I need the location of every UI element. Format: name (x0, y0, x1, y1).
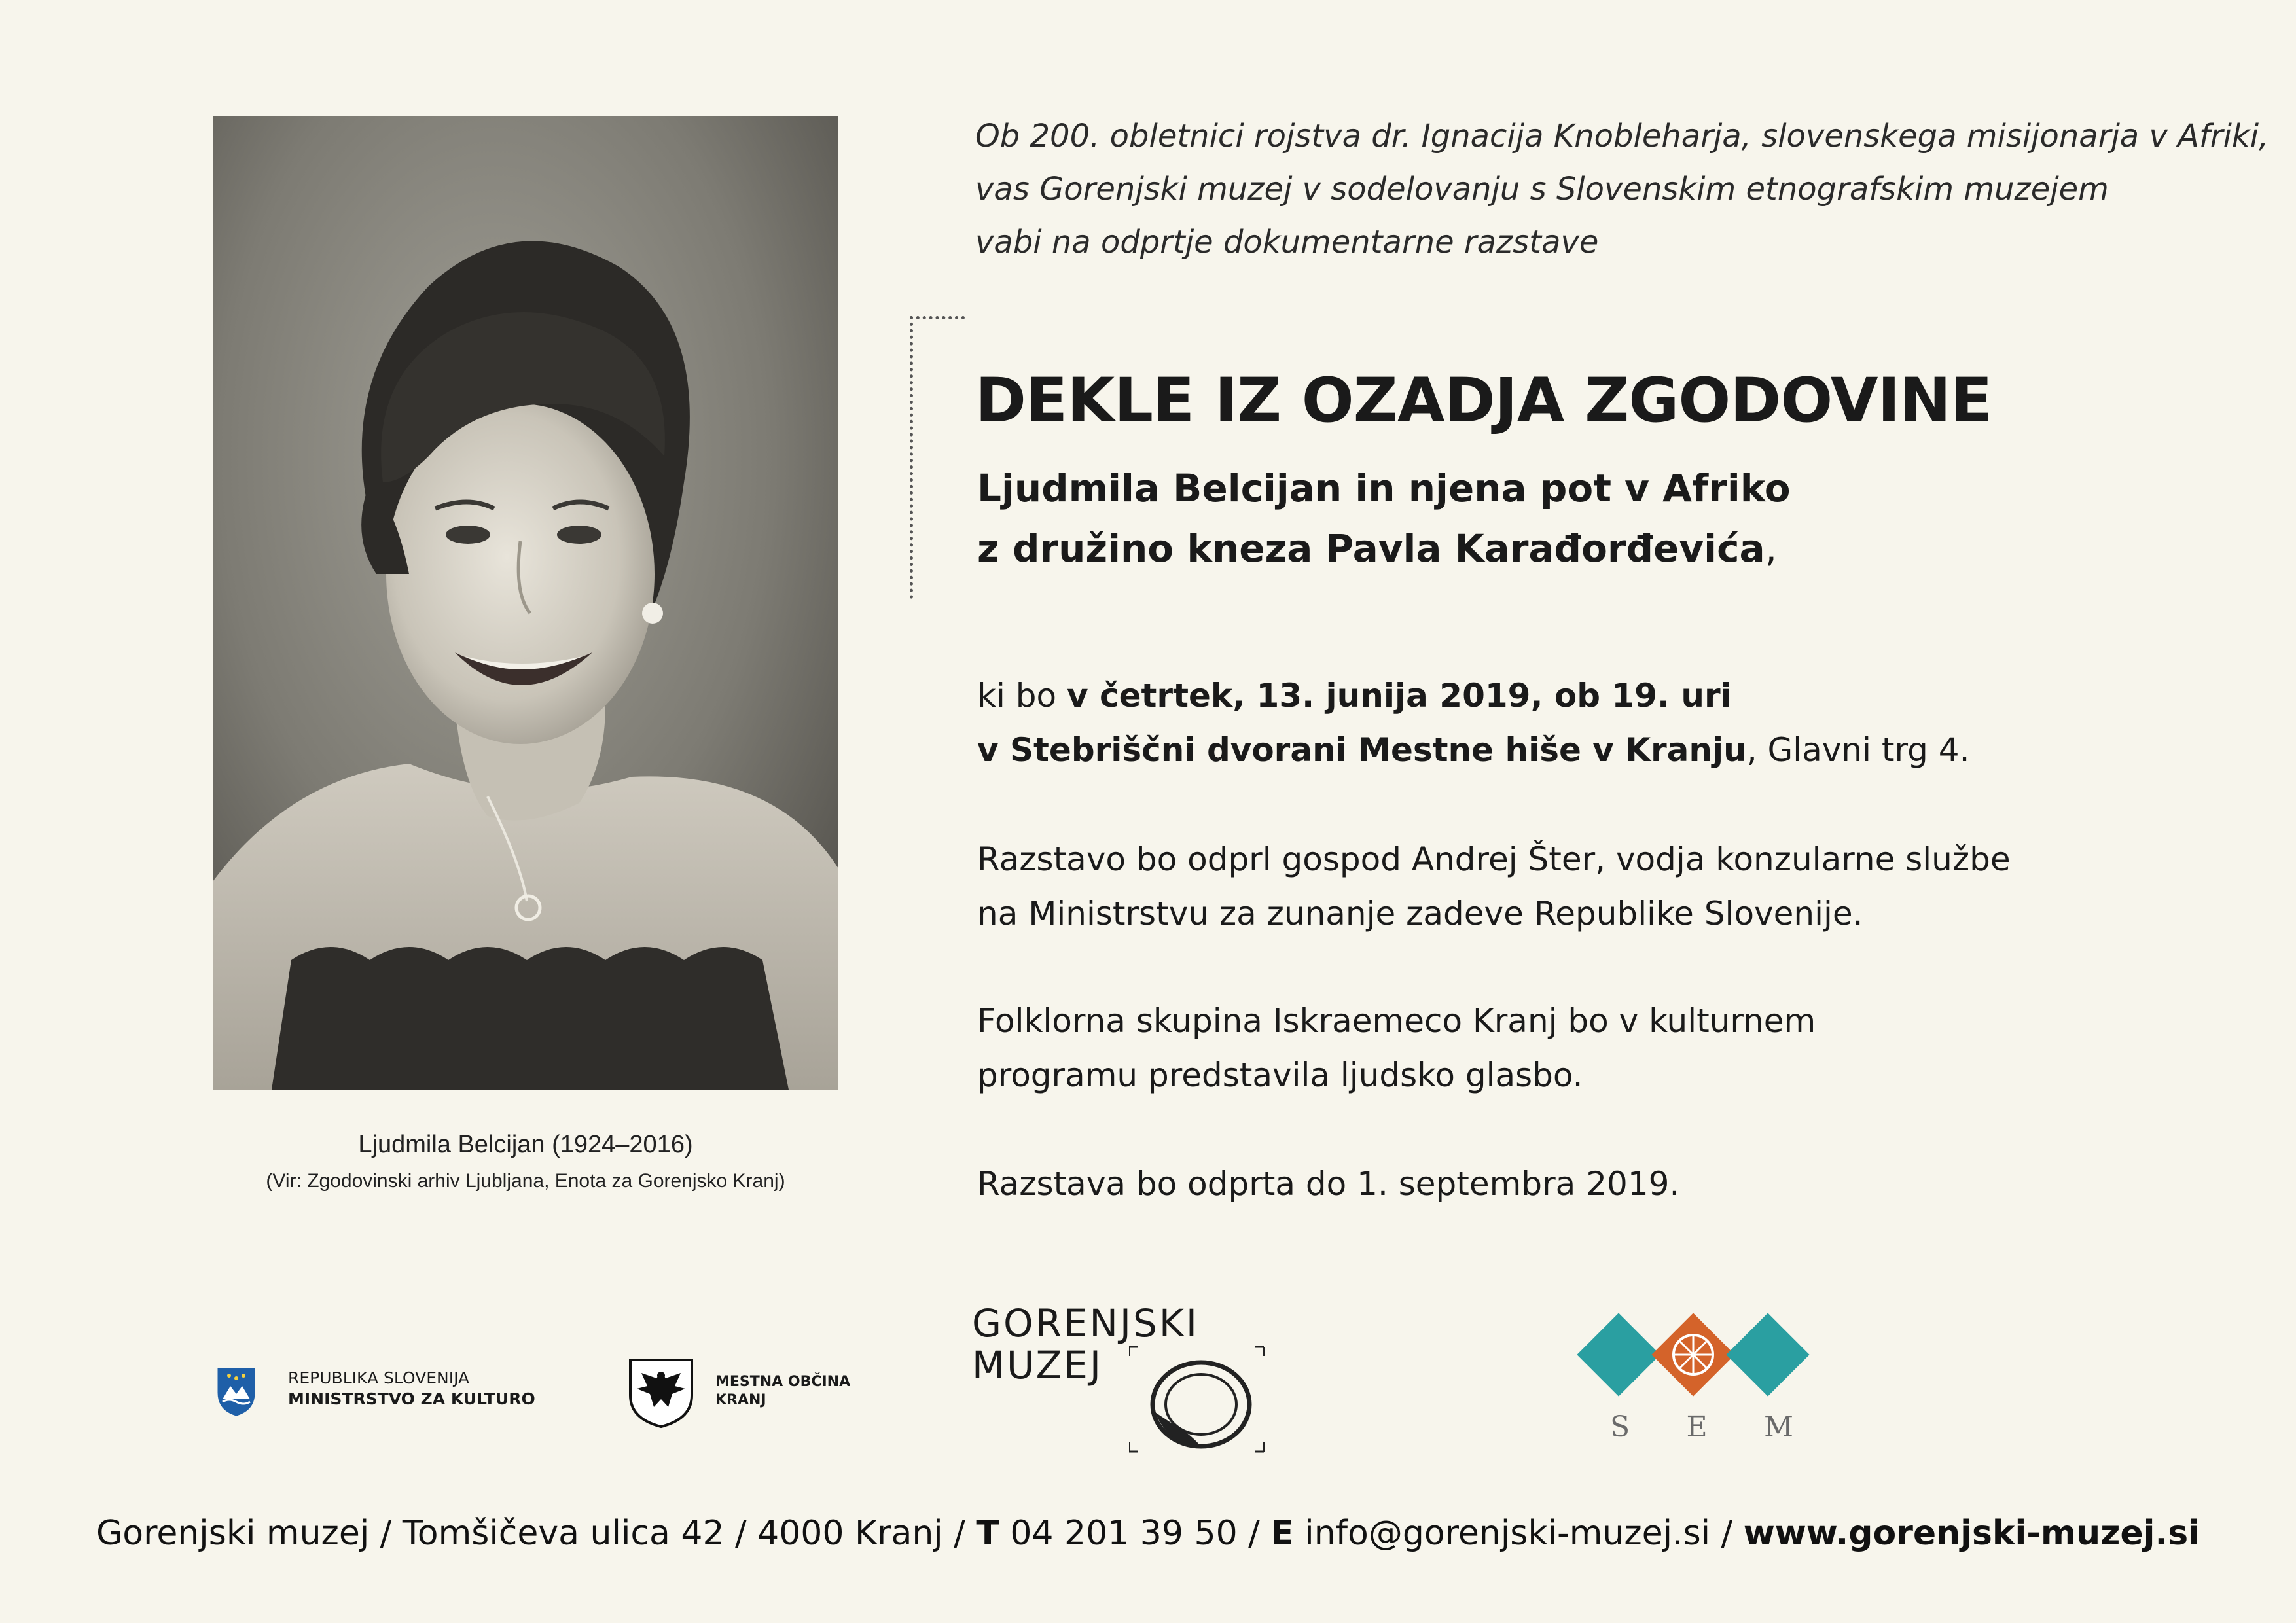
intro-line: vas Gorenjski muzej v sodelovanju s Slovenskim etnografskim muzejem (975, 171, 2109, 207)
footer-address: Gorenjski muzej / Tomšičeva ulica 42 / 4000 Kranj / (96, 1514, 977, 1553)
event-venue: v Stebriščni dvorani Mestne hiše v Kranju (977, 731, 1747, 769)
subtitle-comma: , (1765, 526, 1778, 571)
gm-line: GORENJSKI (972, 1301, 1199, 1346)
portrait-illustration (213, 116, 838, 1090)
footer-email[interactable]: info@gorenjski-muzej.si / (1293, 1514, 1744, 1553)
gm-line: MUZEJ (972, 1343, 1103, 1387)
mestna-obcina-logo (625, 1356, 861, 1429)
subtitle-line-text: z družino kneza Pavla Karađorđevića (977, 526, 1765, 571)
gorenjski-muzej-logo (972, 1302, 1273, 1459)
photo-caption: Ljudmila Belcijan (1924–2016) (358, 1131, 693, 1158)
portrait-photo (213, 116, 838, 1090)
intro-line: vabi na odprtje dokumentarne razstave (975, 224, 1599, 260)
slovenia-coat-of-arms-icon (216, 1366, 257, 1416)
subtitle-line (977, 518, 1791, 579)
intro-text (975, 110, 2269, 269)
torc-ring-icon (1129, 1340, 1273, 1458)
email-label: E (1270, 1514, 1294, 1553)
sem-logo (1571, 1312, 1820, 1456)
exhibition-subtitle (977, 458, 1791, 579)
footer-website[interactable]: www.gorenjski-muzej.si (1743, 1514, 2200, 1553)
sem-letter: S (1610, 1410, 1630, 1444)
opening-line: Razstavo bo odprl gospod Andrej Šter, vodja konzularne službe (977, 840, 2011, 878)
intro-line: Ob 200. obletnici rojstva dr. Ignacija Knobleharja, slovenskega misijonarja v Afriki, (975, 118, 2269, 154)
dotted-divider (910, 316, 913, 599)
mestna-line: KRANJ (715, 1392, 766, 1408)
ministry-logo (216, 1366, 535, 1419)
sem-letter: E (1686, 1410, 1708, 1444)
ministry-line-bold: MINISTRSTVO ZA KULTURO (288, 1389, 535, 1408)
folklore-line: Folklorna skupina Iskraemeco Kranj bo v kulturnem (977, 1002, 1816, 1040)
dotted-divider (910, 316, 965, 319)
exhibition-title: DEKLE IZ OZADJA ZGODOVINE (975, 365, 1992, 437)
event-date: v četrtek, 13. junija 2019, ob 19. uri (1066, 677, 1732, 715)
footer-phone[interactable]: 04 201 39 50 / (999, 1514, 1271, 1553)
folklore-paragraph (977, 994, 2221, 1103)
sem-letters (1610, 1410, 1793, 1444)
closing-paragraph: Razstava bo odprta do 1. septembra 2019. (977, 1165, 1680, 1203)
mestna-line: MESTNA OBČINA (715, 1374, 851, 1390)
phone-label: T (976, 1514, 999, 1553)
footer-contact (0, 1514, 2296, 1553)
folklore-line: programu predstavila ljudsko glasbo. (977, 1056, 1583, 1094)
event-prefix: ki bo (977, 677, 1067, 715)
ministry-text (288, 1368, 535, 1410)
event-details (977, 669, 2221, 777)
kranj-eagle-icon (625, 1356, 697, 1429)
mestna-text (715, 1373, 850, 1410)
subtitle-line: Ljudmila Belcijan in njena pot v Afriko (977, 466, 1791, 510)
event-address: , Glavni trg 4. (1746, 731, 1970, 769)
sem-letter: M (1763, 1410, 1793, 1444)
ministry-line: REPUBLIKA SLOVENIJA (288, 1368, 470, 1387)
opening-paragraph (977, 832, 2221, 941)
photo-source: (Vir: Zgodovinski arhiv Ljubljana, Enota za Gorenjsko Kranj) (266, 1170, 785, 1192)
opening-line: na Ministrstvu za zunanje zadeve Republike Slovenije. (977, 895, 1863, 933)
sem-diamonds-icon (1571, 1312, 1820, 1410)
